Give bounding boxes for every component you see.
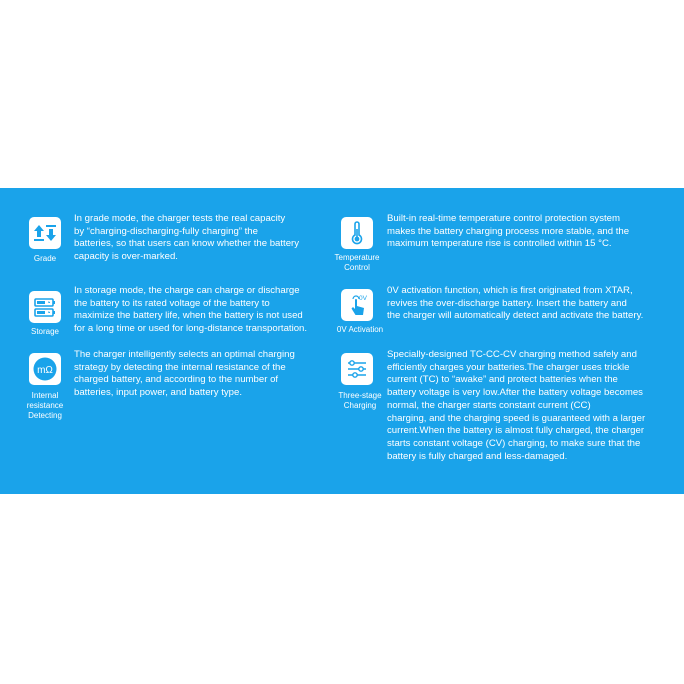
three-stage-charging-description: Specially-designed TC-CC-CV charging method safely and efficiently charges your batteries.The charger uses trickle current (TC) to “awake” and protect batteries when the battery voltage is very low.After the battery voltage becomes normal, the charger starts constant current (CC) charging, and the charging speed is guaranteed with a larger current.When the battery is almost fully charged, the charger starts constant voltage (CV) charging, to make sure that the battery is fully charged and less-damaged. — [387, 349, 646, 462]
touch-activation-icon — [341, 289, 373, 321]
grade-label: Grade — [33, 254, 57, 263]
three-stage-charging-label: Three-stage Charging — [338, 391, 382, 410]
storage-battery-icon — [29, 291, 61, 323]
svg-text:0V: 0V — [359, 295, 367, 302]
svg-text:mΩ: mΩ — [37, 365, 53, 376]
grade-arrows-icon — [29, 217, 61, 249]
storage-description: In storage mode, the charge can charge or discharge the battery to its rated voltage of the battery to maximize the battery life, when the battery is not used for a long time or used for long-distance transportation. — [74, 285, 308, 335]
grade-description: In grade mode, the charger tests the real capacity by “charging-discharging-fully charging” the batteries, so that users can know whether the battery capacity is over-marked. — [74, 213, 300, 263]
milliohm-icon — [29, 353, 61, 385]
temperature-control-description: Built-in real-time temperature control protection system makes the battery charging process more stable, and the maximum temperature rise is controlled within 15 °C. — [387, 213, 630, 250]
0v-activation-description: 0V activation function, which is first originated from XTAR, revives the over-discharge battery. Insert the battery and the charger will automatically detect and activate the battery. — [387, 285, 644, 322]
thermometer-icon — [341, 217, 373, 249]
temperature-control-label: Temperature Control — [334, 253, 380, 272]
three-stage-sliders-icon — [341, 353, 373, 385]
internal-resistance-description: The charger intelligently selects an optimal charging strategy by detecting the internal resistance of the charged battery, and according to the number of batteries, input power, and battery type. — [74, 349, 295, 399]
0v-activation-label: 0V Activation — [336, 325, 384, 334]
storage-label: Storage — [30, 327, 60, 336]
feature-banner — [0, 188, 684, 494]
internal-resistance-label: Internal resistance Detecting — [26, 391, 64, 420]
